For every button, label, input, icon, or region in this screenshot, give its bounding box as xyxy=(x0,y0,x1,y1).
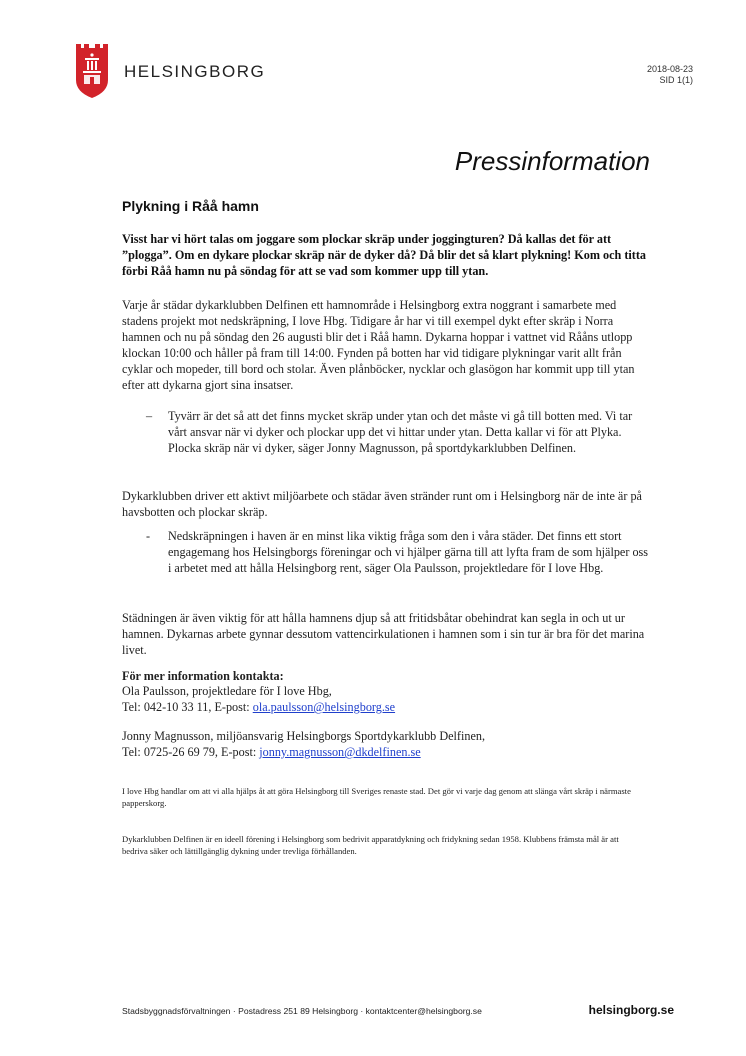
document-date: 2018-08-23 xyxy=(646,64,693,74)
contact-name: Ola Paulsson, projektledare för I love Hbg, xyxy=(122,684,332,698)
contact-name: Jonny Magnusson, miljöansvarig Helsingborgs Sportdykarklubb Delfinen, xyxy=(122,729,486,743)
about-delfinen: Dykarklubben Delfinen är en ideell förening i Helsingborg som bedrivit apparatdykning och fridykning sedan 1958. Klubbens främsta mål är att bedriva säker och lättillgänglig dykning under trevliga förhållanden. xyxy=(122,834,619,856)
contact-details xyxy=(122,744,652,760)
document-meta xyxy=(647,64,693,86)
document-title: Pressinformation xyxy=(454,146,650,176)
body-paragraph-1: Varje år städar dykarklubben Delfinen ett hamnområde i Helsingborg extra noggrant i samarbete med stadens projekt mot nedskräpning, I love Hbg. Tidigare år har vi till exempel dykt efter skräp i Norra hamnen och nu på söndag den 26 augusti blir det i Råå hamn. Dykarna hoppar i vattnet vid Rååns utlopp klockan 10:00 och håller på fram till 14:00. Fynden på botten har vid tidigare plykningar varit allt från cyklar och mopeder, till bord och stolar. Även plånböcker, nycklar och glasögon har kommit upp till ytan efter att dykarna gjort sina insatser. xyxy=(122,298,635,392)
footer-website: helsingborg.se xyxy=(588,1003,674,1017)
about-i-love-hbg: I love Hbg handlar om att vi alla hjälps åt att göra Helsingborg till Sveriges renaste stad. Det gör vi varje dag genom att slänga vårt skräp i närmaste papperskorg. xyxy=(122,786,631,808)
quote-dash-1: – xyxy=(146,409,153,423)
email-link[interactable]: ola.paulsson@helsingborg.se xyxy=(252,700,396,714)
footer-address: Stadsbyggnadsförvaltningen · Postadress 251 89 Helsingborg · kontaktcenter@helsingborg.se xyxy=(122,1006,482,1016)
logo-wordmark: HELSINGBORG xyxy=(124,62,266,81)
lead-paragraph: Visst har vi hört talas om joggare som plockar skräp under joggingturen? Då kallas det för att ”plogga”. Om en dykare plockar skräp när de dyker då? Då blir det så klart plykning! Kom och titta förbi Råå hamn nu på söndag för att se vad som kommer upp till ytan. xyxy=(122,232,647,278)
body-paragraph-3: Städningen är även viktig för att hålla hamnens djup så att fritidsbåtar obehindrat kan segla in och ut ur hamnen. Dykarnas arbete gynnar dessutom vattencirkulationen i hamnen som i sin tur är bra för det marina livet. xyxy=(122,611,645,657)
contact-tel: Tel: 0725-26 69 79, E-post: xyxy=(122,745,260,759)
quote-1: Tyvärr är det så att det finns mycket skräp under ytan och det måste vi gå till botten med. Vi tar vårt ansvar när vi dyker och plockar upp det vi hittar under ytan. Detta kallar vi för att Plyka. Plocka skräp när vi dyker, säger Jonny Magnusson, på sportdykarklubben Delfinen. xyxy=(168,409,633,455)
contact-tel: Tel: 042-10 33 11, E-post: xyxy=(122,700,253,714)
email-link[interactable]: jonny.magnusson@dkdelfinen.se xyxy=(259,745,421,759)
contact-heading: För mer information kontakta: xyxy=(122,669,284,683)
quote-2: Nedskräpningen i haven är en minst lika viktig fråga som den i våra städer. Det finns ett stort engagemang hos Helsingborgs föreningar och vi hjälper gärna till att lyfta fram de som hjälper oss i arbetet med att hålla Helsingborg rent, säger Ola Paulsson, projektledare för I love Hbg. xyxy=(168,529,649,575)
page-number: SID 1(1) xyxy=(659,75,693,85)
quote-dash-2: - xyxy=(146,529,151,543)
contact-details xyxy=(122,699,652,715)
press-headline: Plykning i Råå hamn xyxy=(122,198,259,214)
contact-person-2 xyxy=(122,728,652,760)
body-paragraph-2: Dykarklubben driver ett aktivt miljöarbete och städar även stränder runt om i Helsingborg när de inte är på havsbotten och plockar skräp. xyxy=(122,489,642,519)
contact-person-1 xyxy=(122,683,652,715)
helsingborg-logo xyxy=(75,44,109,98)
